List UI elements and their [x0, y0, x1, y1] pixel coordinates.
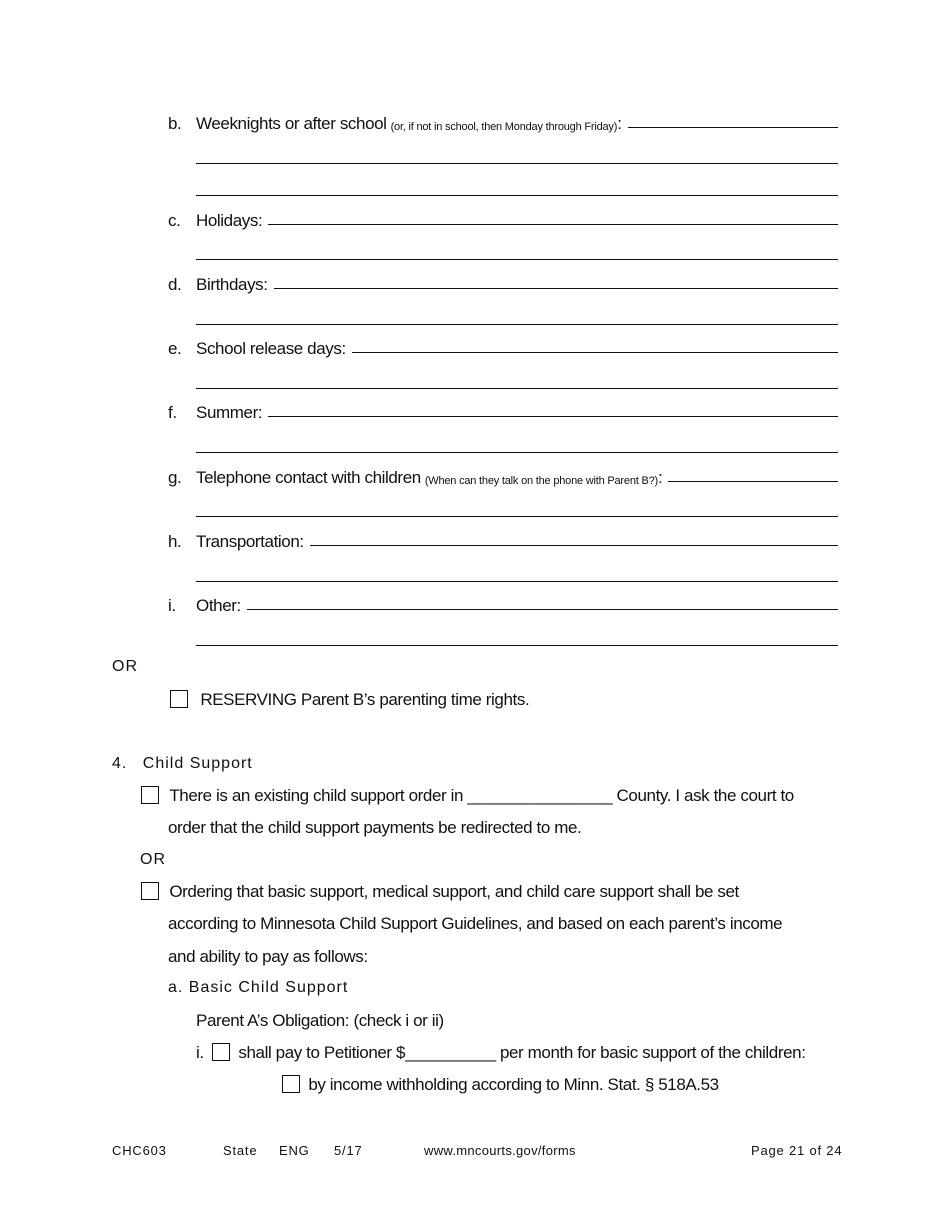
item-i-text: shall pay to Petitioner $__________ per month for basic support of the children: [238, 1043, 806, 1062]
item-e [168, 333, 838, 359]
answer-line[interactable] [196, 195, 838, 196]
or-separator: OR [140, 851, 166, 868]
item-b [168, 108, 838, 134]
item-f [168, 397, 838, 423]
answer-line[interactable] [310, 545, 838, 546]
item-letter: h. [168, 532, 182, 551]
section-4-heading [112, 755, 253, 773]
guidelines-text-cont: according to Minnesota Child Support Guidelines, and based on each parent’s income [168, 914, 783, 933]
footer-date: 5/17 [334, 1143, 363, 1158]
item-i-option [196, 1043, 806, 1063]
answer-line[interactable] [668, 481, 838, 482]
guidelines-text-cont: and ability to pay as follows: [168, 947, 368, 966]
answer-line[interactable] [196, 259, 838, 260]
item-letter: f. [168, 403, 177, 422]
reserving-option [170, 690, 529, 710]
footer-url[interactable]: www.mncourts.gov/forms [424, 1143, 576, 1158]
item-letter: e. [168, 339, 182, 358]
answer-line[interactable] [274, 288, 838, 289]
guidelines-text: Ordering that basic support, medical support, and child care support shall be set [169, 882, 739, 901]
answer-line[interactable] [352, 352, 838, 353]
answer-line[interactable] [196, 452, 838, 453]
item-h [168, 526, 838, 552]
answer-line[interactable] [268, 224, 838, 225]
existing-order-checkbox[interactable] [141, 786, 159, 804]
item-colon: : [657, 468, 663, 487]
answer-line[interactable] [268, 416, 838, 417]
section-number: 4. [112, 755, 128, 772]
item-label: Other: [196, 596, 241, 615]
answer-line[interactable] [196, 324, 838, 325]
item-d [168, 269, 838, 295]
reserving-text: RESERVING Parent B’s parenting time rights. [200, 690, 530, 709]
answer-line[interactable] [628, 127, 838, 128]
item-label: Summer: [196, 403, 263, 422]
item-letter: i. [168, 596, 176, 615]
guidelines-checkbox[interactable] [141, 882, 159, 900]
answer-line[interactable] [196, 163, 838, 164]
withholding-text: by income withholding according to Minn. Stat. § 518A.53 [308, 1075, 719, 1094]
existing-order-text: There is an existing child support order in ________________ County. I ask the court to [169, 786, 794, 805]
item-letter: g. [168, 468, 182, 487]
item-colon: : [617, 114, 622, 133]
item-letter: d. [168, 275, 182, 294]
item-label: Weeknights or after school [196, 114, 387, 133]
answer-line[interactable] [196, 516, 838, 517]
item-i-numeral: i. [196, 1043, 204, 1062]
item-g [168, 462, 838, 488]
item-letter: b. [168, 114, 182, 133]
item-label: Holidays: [196, 211, 263, 230]
item-label: Transportation: [196, 532, 304, 551]
item-letter: c. [168, 211, 181, 230]
item-label: School release days: [196, 339, 346, 358]
withholding-checkbox[interactable] [282, 1075, 300, 1093]
footer-form-id: CHC603 [112, 1143, 167, 1158]
or-separator: OR [112, 658, 138, 675]
existing-order-text-cont: order that the child support payments be redirected to me. [168, 818, 582, 837]
item-i-checkbox[interactable] [212, 1043, 230, 1061]
item-note: (or, if not in school, then Monday through Friday) [390, 121, 618, 133]
item-c [168, 205, 838, 231]
withholding-option [282, 1075, 719, 1095]
answer-line[interactable] [196, 388, 838, 389]
reserving-checkbox[interactable] [170, 690, 188, 708]
obligation-label: Parent A’s Obligation: (check i or ii) [196, 1011, 444, 1030]
item-i [168, 590, 838, 616]
footer-lang: ENG [279, 1143, 310, 1158]
footer-state: State [223, 1143, 258, 1158]
item-note: (When can they talk on the phone with Parent B?) [424, 475, 658, 487]
subsection-a-heading: a. Basic Child Support [168, 979, 349, 996]
footer-page-number: Page 21 of 24 [751, 1143, 843, 1158]
existing-order-option [141, 786, 794, 806]
item-label: Birthdays: [196, 275, 268, 294]
answer-line[interactable] [196, 581, 838, 582]
section-title: Child Support [142, 755, 253, 772]
item-label: Telephone contact with children [196, 468, 421, 487]
answer-line[interactable] [247, 609, 838, 610]
guidelines-option [141, 882, 739, 902]
answer-line[interactable] [196, 645, 838, 646]
